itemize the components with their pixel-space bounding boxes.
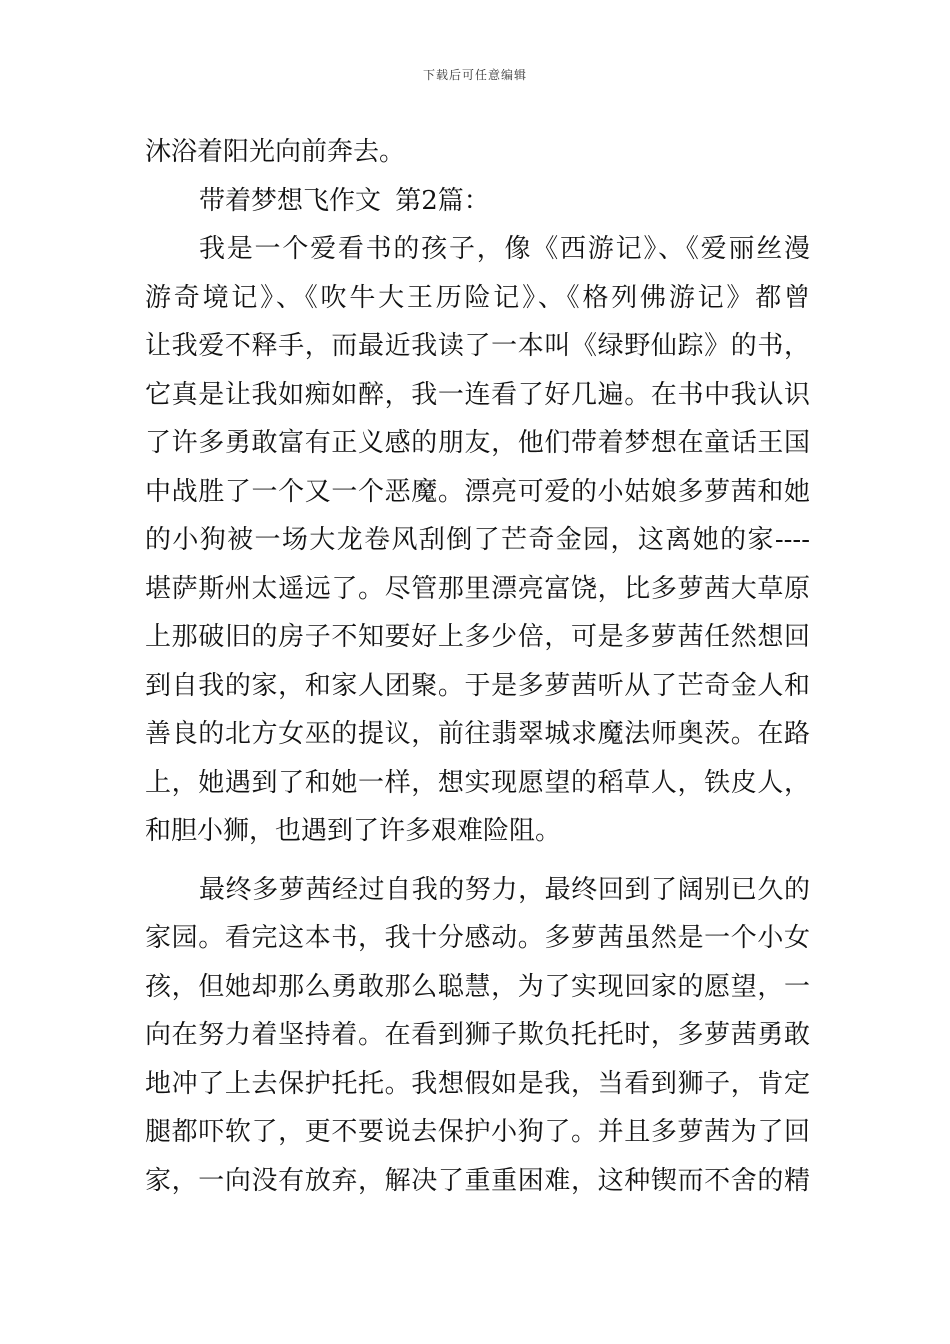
text-line: 地冲了上去保护托托。我想假如是我，当看到狮子，肯定	[145, 1068, 810, 1099]
text-line: 沐浴着阳光向前奔去。	[145, 137, 406, 167]
page-header: 下载后可任意编辑	[422, 68, 527, 82]
paragraph-last-line: 和胆小狮，也遇到了许多艰难险阻。	[145, 816, 562, 846]
text-line: 到自我的家，和家人团聚。于是多萝茜听从了芒奇金人和	[145, 670, 810, 701]
text-line: 上那破旧的房子不知要好上多少倍，可是多萝茜任然想回	[145, 622, 810, 652]
text-line: 中战胜了一个又一个恶魔。漂亮可爱的小姑娘多萝茜和她	[145, 476, 810, 507]
paragraph-first-line: 我是一个爱看书的孩子，像《西游记》、《爱丽丝漫	[199, 234, 810, 264]
text-line: 让我爱不释手，而最近我读了一本叫《绿野仙踪》的书，	[145, 331, 810, 361]
text-line: 上，她遇到了和她一样，想实现愿望的稻草人，铁皮人，	[145, 767, 810, 798]
text-line: 堪萨斯州太遥远了。尽管那里漂亮富饶，比多萝茜大草原	[145, 573, 810, 604]
text-line: 向在努力着坚持着。在看到狮子欺负托托时，多萝茜勇敢	[145, 1020, 810, 1050]
text-line: 家，一向没有放弃，解决了重重困难，这种锲而不舍的精	[145, 1165, 810, 1196]
text-line: 的小狗被一场大龙卷风刮倒了芒奇金园，这离她的家----	[145, 525, 810, 555]
text-line: 孩，但她却那么勇敢那么聪慧，为了实现回家的愿望，一	[145, 971, 810, 1002]
text-line: 家园。看完这本书，我十分感动。多萝茜虽然是一个小女	[145, 923, 810, 953]
text-line: 善良的北方女巫的提议，前往翡翠城求魔法师奥茨。在路	[145, 719, 810, 749]
text-line: 腿都吓软了，更不要说去保护小狗了。并且多萝茜为了回	[145, 1117, 810, 1147]
paragraph-gap	[145, 856, 810, 866]
text-line: 游奇境记》、《吹牛大王历险记》、《格列佛游记》都曾	[145, 282, 810, 313]
paragraph-first-line: 最终多萝茜经过自我的努力，最终回到了阔别已久的	[199, 874, 810, 905]
text-line: 了许多勇敢富有正义感的朋友，他们带着梦想在童话王国	[145, 428, 810, 458]
text-line: 它真是让我如痴如醉，我一连看了好几遍。在书中我认识	[145, 379, 810, 410]
document-body	[145, 128, 810, 1205]
section-heading: 带着梦想飞作文 第2篇：	[199, 185, 490, 216]
